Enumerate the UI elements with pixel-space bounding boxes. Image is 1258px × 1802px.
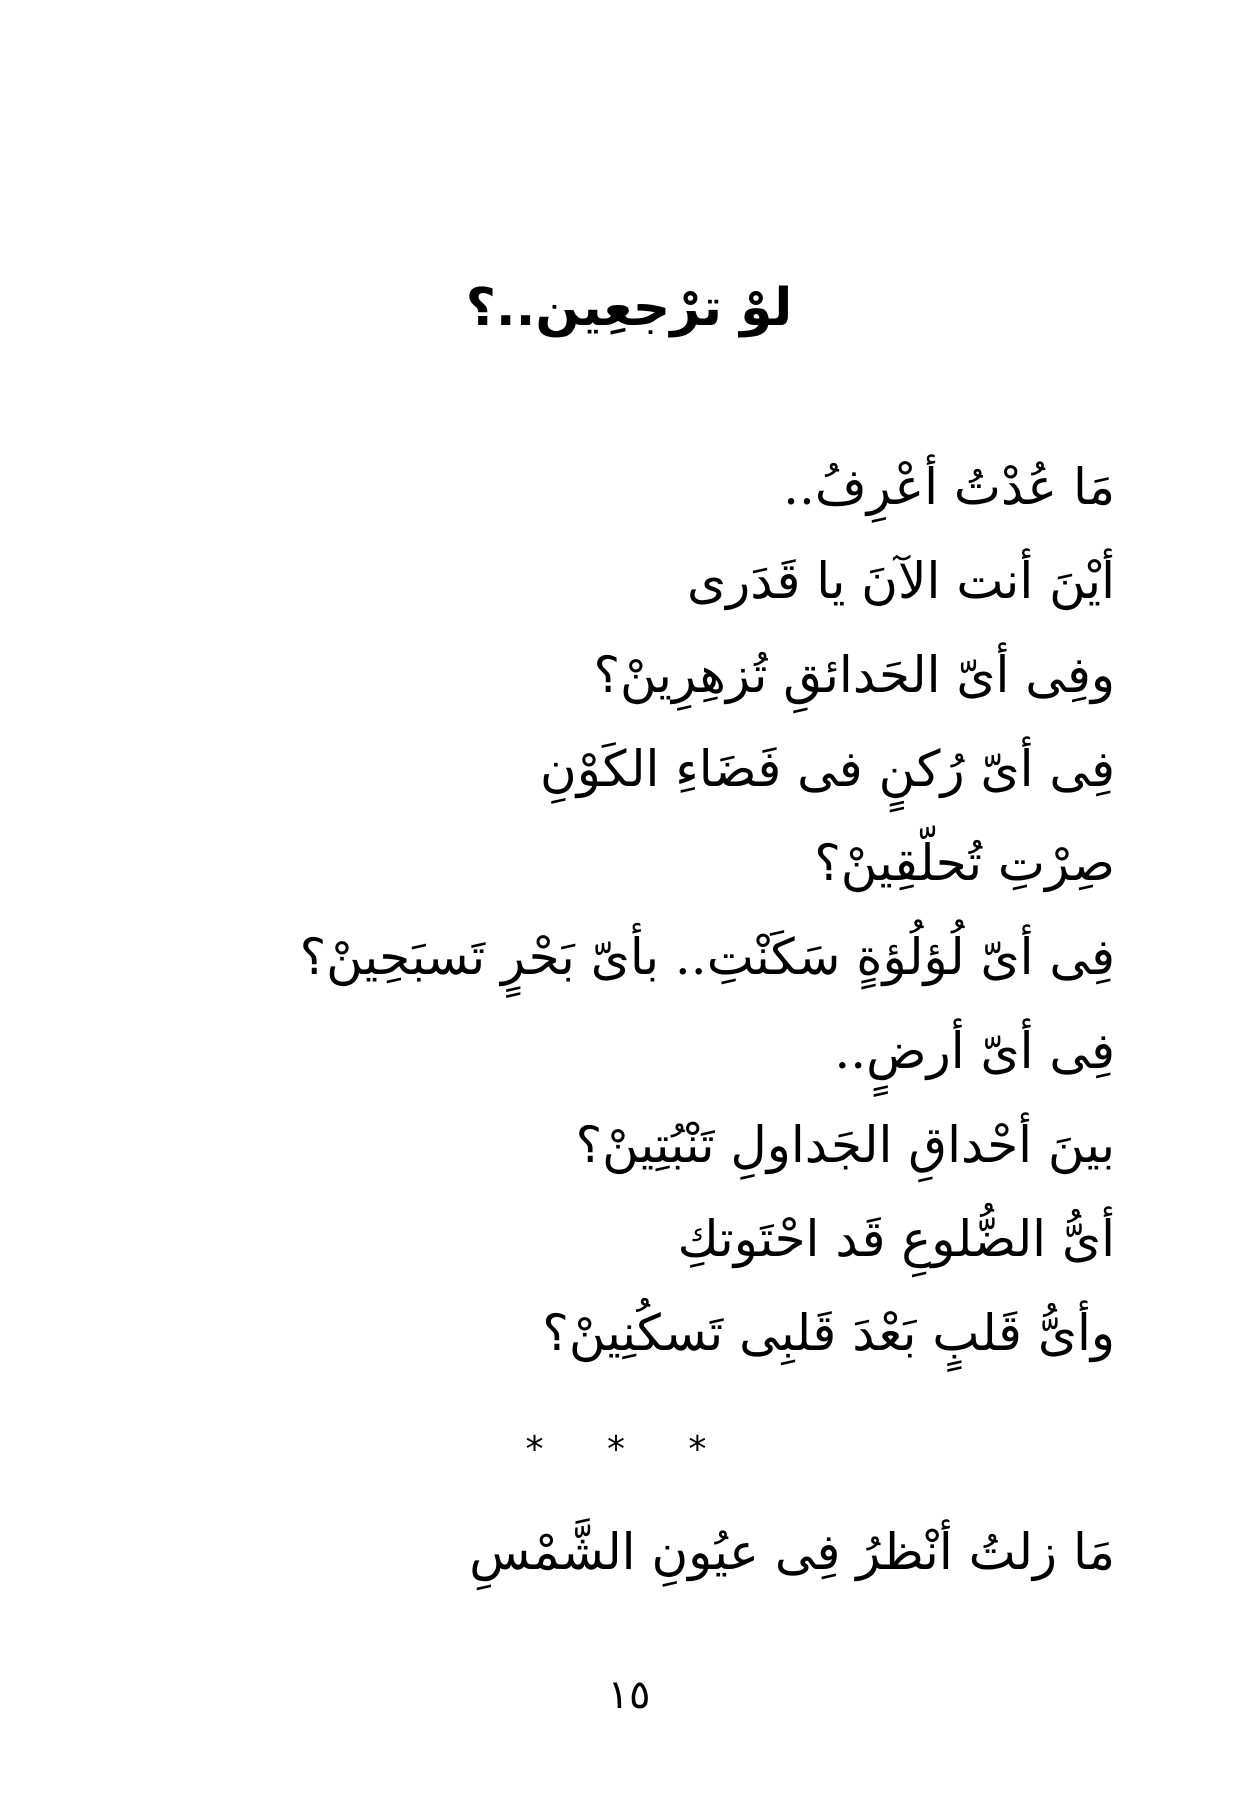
verse-line: أىُّ الضُّلوعِ قَد احْتَوتكِ — [677, 1210, 1115, 1268]
verse-line: بينَ أحْداقِ الجَداولِ تَنْبُتِينْ؟ — [575, 1116, 1115, 1174]
verse-line: مَا عُدْتُ أعْرِفُ.. — [783, 458, 1115, 516]
verse-line: وأىُّ قَلبٍ بَعْدَ قَلبِى تَسكُنِينْ؟ — [542, 1304, 1115, 1362]
verse-line: صِرْتِ تُحلّقِينْ؟ — [814, 834, 1115, 892]
poem-verses — [155, 440, 1115, 1380]
verse-line: وفِى أىّ الحَدائقِ تُزهِرِينْ؟ — [593, 646, 1115, 704]
poem-title: لوْ ترْجعِين..؟ — [465, 278, 793, 338]
verse-line: فِى أىّ لُؤلُؤةٍ سَكَنْتِ.. بأىّ بَحْرٍ تَسبَحِينْ؟ — [299, 928, 1115, 986]
page-number: ١٥ — [607, 1672, 651, 1718]
verse-line: مَا زلتُ أنْظرُ فِى عيُونِ الشَّمْسِ — [469, 1523, 1115, 1581]
verse-line: فِى أىّ أرضٍ.. — [834, 1022, 1115, 1080]
verse-line: فِى أىّ رُكنٍ فى فَضَاءِ الكَوْنِ — [540, 740, 1115, 798]
verse-line: أيْنَ أنت الآنَ يا قَدَرى — [686, 552, 1115, 610]
stanza-separator: * * * — [525, 1429, 733, 1470]
